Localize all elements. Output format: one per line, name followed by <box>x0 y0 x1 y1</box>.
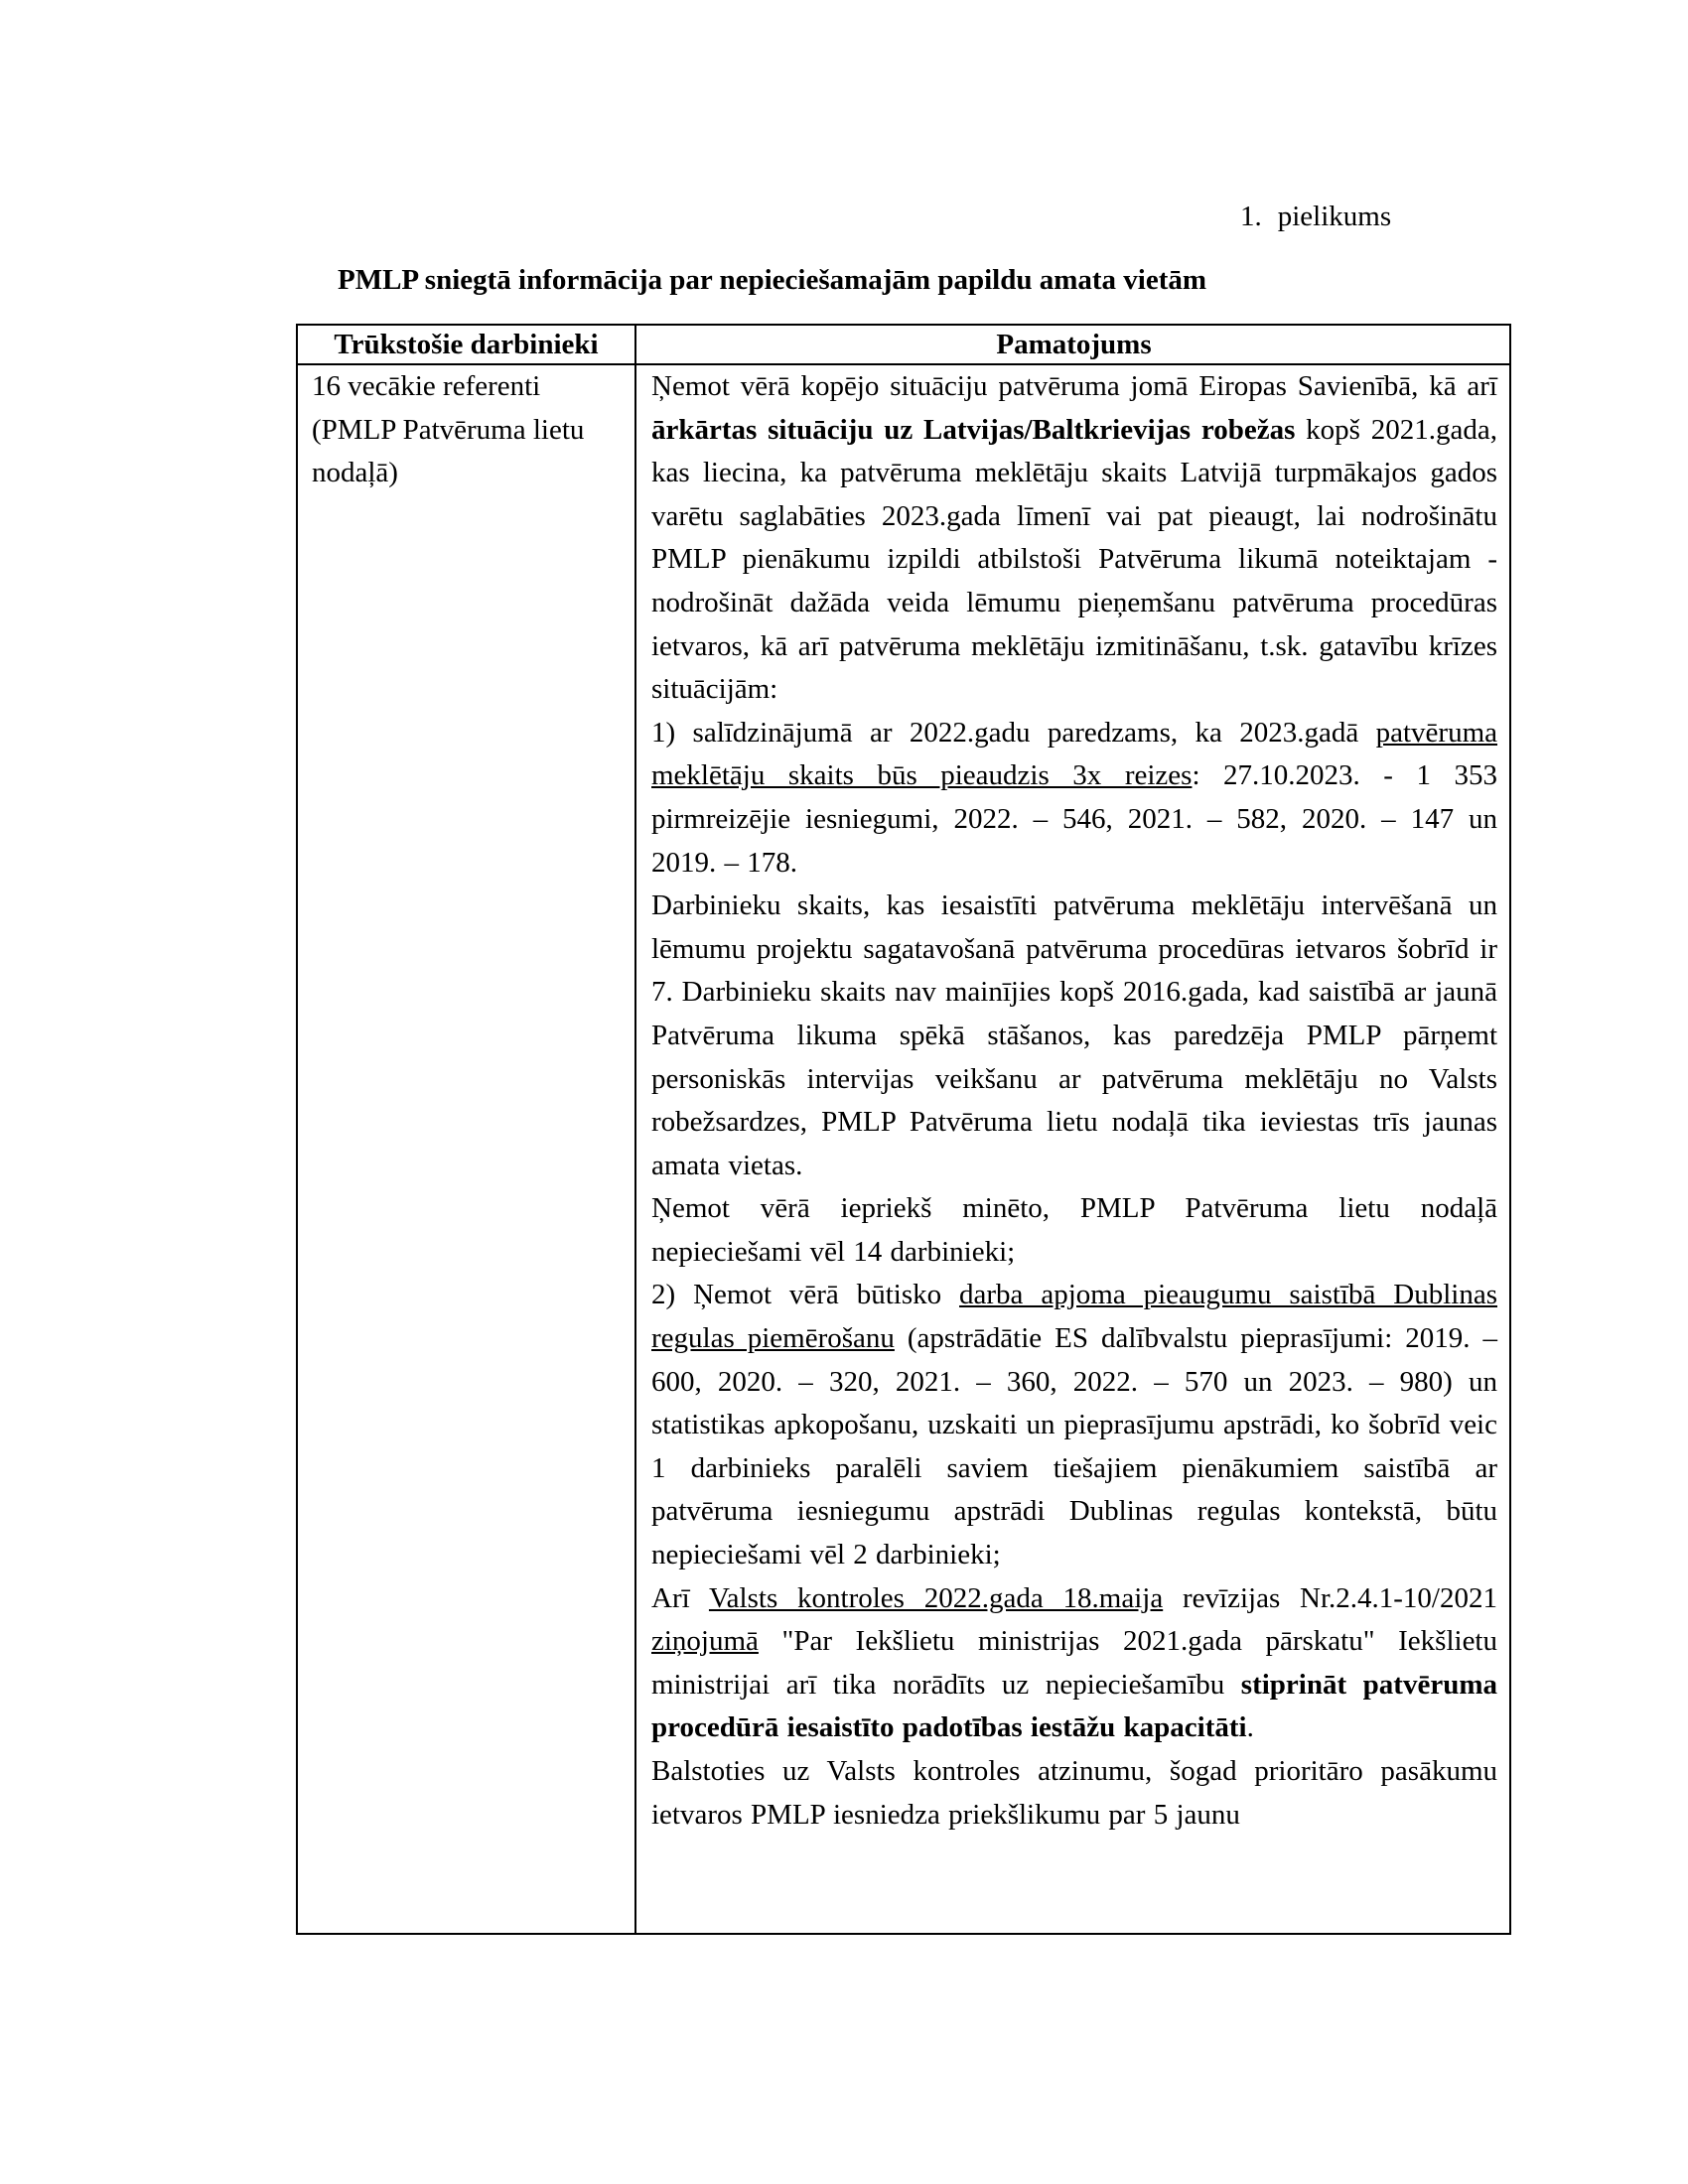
staff-table <box>296 324 1511 1935</box>
underline-report: ziņojumā <box>651 1625 759 1658</box>
header-justification: Pamatojums <box>996 329 1152 360</box>
emphasis-capacity: stiprināt patvēruma procedūrā iesaistīto padotības iestāžu kapacitāti <box>651 1668 1497 1744</box>
column-divider <box>634 326 636 1933</box>
paragraph-audit: Arī Valsts kontroles 2022.gada 18.maija revīzijas Nr.2.4.1-10/2021 ziņojumā "Par Iekšlietu ministrijas 2021.gada pārskatu" Iekšlietu ministrijai arī tika norādīts uz nepieciešamību stiprināt patvēruma procedūrā iesaistīto padotības iestāžu kapacitāti. <box>651 1581 1497 1744</box>
underline-dublin-workload: darba apjoma pieaugumu saistībā Dublinas regulas piemērošanu <box>651 1279 1497 1355</box>
annex-word: pielikums <box>1277 201 1392 232</box>
underline-applicants-growth: patvēruma meklētāju skaits būs pieaudzis 3x reizes <box>651 716 1497 792</box>
header-missing-staff: Trūkstošie darbinieki <box>334 329 599 360</box>
paragraph-need-14: Ņemot vērā iepriekš minēto, PMLP Patvēruma lietu nodaļā nepieciešami vēl 14 darbinieki; <box>651 1192 1497 1268</box>
document-title: PMLP sniegtā informācija par nepieciešamajām papildu amata vietām <box>338 264 1207 296</box>
paragraph-point-1: 1) salīdzinājumā ar 2022.gadu paredzams, ka 2023.gadā patvēruma meklētāju skaits būs pieaudzis 3x reizes: 27.10.2023. - 1 353 pirmreizējie iesniegumi, 2022. – 546, 2021. – 582, 2020. – 147 un 2019. – 178. <box>651 716 1497 879</box>
annex-label <box>1240 197 1391 236</box>
annex-number: 1. <box>1240 201 1262 232</box>
paragraph-staff-count: Darbinieku skaits, kas iesaistīti patvēruma meklētāju intervēšanā un lēmumu projektu sagatavošanā patvēruma procedūras ietvaros šobrīd ir 7. Darbinieku skaits nav mainījies kopš 2016.gada, kad saistībā ar jaunā Patvēruma likuma spēkā stāšanos, kas paredzēja PMLP pārņemt personiskās intervijas veikšanu ar patvēruma meklētāju no Valsts robežsardzes, PMLP Patvēruma lietu nodaļā tika ieviestas trīs jaunas amata vietas. <box>651 889 1497 1181</box>
emphasis-border-situation: ārkārtas situāciju uz Latvijas/Baltkrievijas robežas <box>651 413 1296 446</box>
justification-cell <box>651 365 1497 1837</box>
paragraph-point-2: 2) Ņemot vērā būtisko darba apjoma pieaugumu saistībā Dublinas regulas piemērošanu (apstrādātie ES dalībvalstu pieprasījumi: 2019. – 600, 2020. – 320, 2021. – 360, 2022. – 570 un 2023. – 980) un statistikas apkopošanu, uzskaiti un pieprasījumu apstrādi, ko šobrīd veic 1 darbinieks paralēli saviem tiešajiem pienākumiem saistībā ar patvēruma iesniegumu apstrādi Dublinas regulas kontekstā, būtu nepieciešami vēl 2 darbinieki; <box>651 1279 1497 1571</box>
paragraph-proposal: Balstoties uz Valsts kontroles atzinumu, šogad prioritāro pasākumu ietvaros PMLP iesniedza priekšlikumu par 5 jaunu <box>651 1755 1497 1831</box>
staff-cell: 16 vecākie referenti (PMLP Patvēruma lietu nodaļā) <box>312 370 585 489</box>
paragraph-context: Ņemot vērā kopējo situāciju patvēruma jomā Eiropas Savienībā, kā arī ārkārtas situāciju uz Latvijas/Baltkrievijas robežas kopš 2021.gada, kas liecina, ka patvēruma meklētāju skaits Latvijā turpmākajos gados varētu saglabāties 2023.gada līmenī vai pat pieaugt, lai nodrošinātu PMLP pienākumu izpildi atbilstoši Patvēruma likumā noteiktajam - nodrošināt dažāda veida lēmumu pieņemšanu patvēruma procedūras ietvaros, kā arī patvēruma meklētāju izmitināšanu, t.sk. gatavību krīzes situācijām: <box>651 370 1497 706</box>
underline-audit-date: Valsts kontroles 2022.gada 18.maija <box>708 1581 1164 1614</box>
